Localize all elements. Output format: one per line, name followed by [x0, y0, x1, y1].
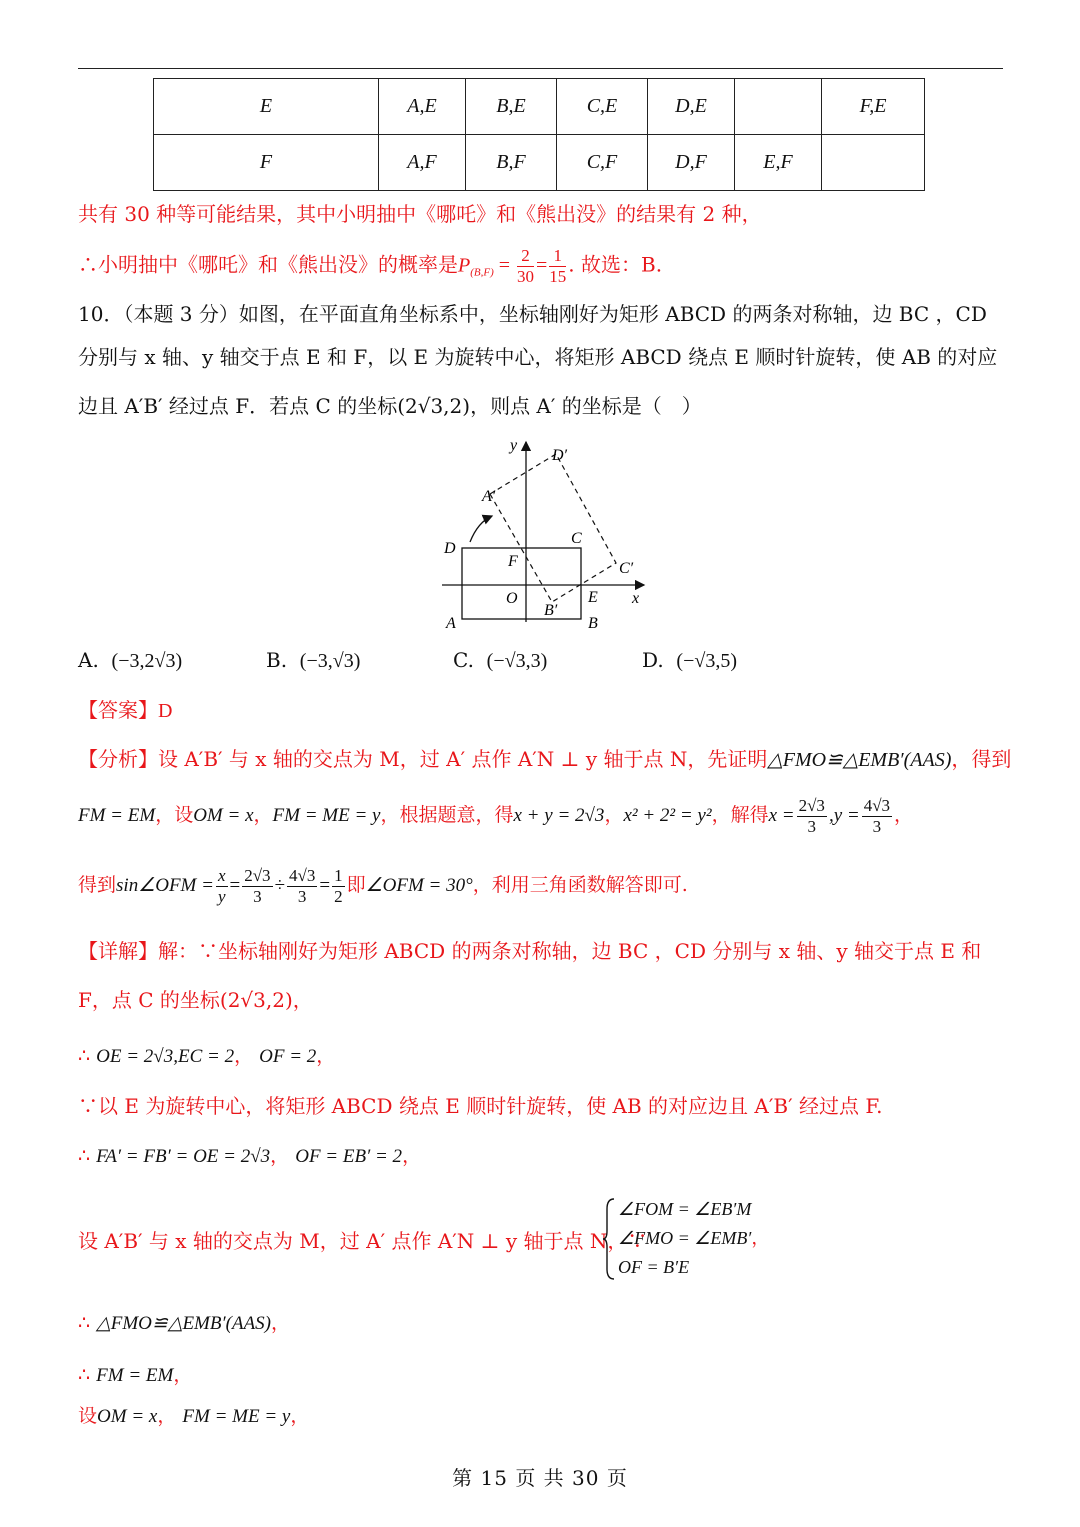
label-x: x [632, 590, 640, 607]
question-line-1: 10．（本题 3 分）如图，在平面直角坐标系中，坐标轴刚好为矩形 ABCD 的两条对称轴，边 BC ，CD [78, 302, 987, 326]
table-cell [822, 135, 925, 191]
label-d: D [444, 540, 456, 557]
table-cell: C,F [557, 135, 648, 191]
table-cell: B,F [466, 135, 557, 191]
detail-line-7: ∴ △FMO≌△EMB′(AAS)， [78, 1312, 291, 1334]
table-cell: E [154, 79, 379, 135]
table-cell: B,E [466, 79, 557, 135]
label-a-prime: A′ [482, 488, 496, 505]
result-count-line: 共有 30 种等可能结果，其中小明抽中《哪吒》和《熊出没》的结果有 2 种， [78, 202, 762, 226]
p-symbol: P [458, 254, 471, 277]
rotated-rectangle [490, 454, 616, 602]
table-cell: F [154, 135, 379, 191]
fraction: $\frac{2}{30}$ [517, 246, 535, 286]
label-f: F [508, 553, 518, 570]
question-line-3: 边且 A′B′ 经过点 F．若点 C 的坐标(2√3,2)，则点 A′ 的坐标是（ ） [78, 394, 702, 418]
fraction: $\frac{4√3}{3}$ [289, 866, 316, 906]
label-y: y [510, 437, 518, 454]
label-o: O [506, 590, 518, 607]
detail-line-8: ∴ FM = EM， [78, 1364, 193, 1386]
p-subscript: (B,F) [470, 266, 494, 279]
table-cell: A,F [379, 135, 466, 191]
option-b: B. (−3,√3) [266, 648, 361, 672]
detail-line-6: 设 A′B′ 与 x 轴的交点为 M，过 A′ 点作 A′N ⊥ y 轴于点 N，∵ [78, 1229, 648, 1253]
fraction: $\frac{1}{15}$ [549, 246, 567, 286]
fraction: $\frac{x}{y}$ [217, 866, 226, 906]
table-cell: C,E [557, 79, 648, 135]
congruence-conditions [618, 1195, 769, 1282]
option-d: D. (−√3,5) [642, 648, 737, 672]
analysis-line-2: FM = EM，设OM = x，FM = ME = y，根据题意，得x + y = 2√3，x² + 2² = y²，解得x = $\frac{2√3}{3}$ ,y = $\frac{4√3}{3}$ ， [78, 796, 914, 836]
label-d-prime: D′ [552, 447, 568, 464]
geometry-figure [420, 432, 660, 632]
page-footer: 第 15 页 共 30 页 [452, 1466, 628, 1490]
detail-line-1: 【详解】解：∵坐标轴刚好为矩形 ABCD 的两条对称轴，边 BC ，CD 分别与 x 轴、y 轴交于点 E 和 [78, 939, 982, 963]
condition-row: OF = B′E [618, 1257, 690, 1277]
table-row [154, 79, 925, 135]
rotation-arrow [470, 516, 492, 542]
fraction: $\frac{4√3}{3}$ [863, 796, 891, 836]
detail-line-5: ∴ FA′ = FB′ = OE = 2√3， OF = EB′ = 2， [78, 1145, 422, 1167]
results-table [153, 78, 925, 191]
table-row [154, 135, 925, 191]
detail-line-3: ∴ OE = 2√3,EC = 2， OF = 2， [78, 1045, 336, 1067]
label-b: B [588, 615, 598, 632]
table-cell: F,E [822, 79, 925, 135]
label-e: E [588, 589, 598, 606]
rectangle-abcd [462, 548, 581, 619]
fraction: $\frac{2√3}{3}$ [798, 796, 825, 836]
option-c: C. (−√3,3) [453, 648, 548, 672]
header-rule [78, 68, 1003, 69]
label-c-prime: C′ [619, 560, 634, 577]
detail-line-2: F，点 C 的坐标(2√3,2)， [78, 988, 313, 1012]
label-c: C [571, 530, 582, 547]
label-b-prime: B′ [544, 602, 558, 619]
choice-text: . 故选：B. [568, 252, 663, 277]
analysis-line-3: 得到sin∠OFM = $\frac{x}{y}$ = $\frac{2√3}{3}$ ÷ $\frac{4√3}{3}$ = $\frac{1}{2}$ 即∠OFM = 30°，利用三角函数解答即可. [78, 866, 688, 906]
probability-line: ∴小明抽中《哪吒》和《熊出没》的概率是$P_{(B,F)}$ = $\frac{2}{30}$ = $\frac{1}{15}$ . 故选：B. [78, 246, 663, 286]
question-line-2: 分别与 x 轴、y 轴交于点 E 和 F，以 E 为旋转中心，将矩形 ABCD 绕点 E 顺时针旋转，使 AB 的对应 [78, 345, 998, 369]
label-a: A [446, 615, 456, 632]
condition-row: ∠FOM = ∠EB′M [618, 1199, 752, 1219]
analysis-line-1: 【分析】设 A′B′ 与 x 轴的交点为 M，过 A′ 点作 A′N ⊥ y 轴于点 N，先证明△FMO≌△EMB′(AAS)，得到 [78, 747, 1012, 771]
probability-text: ∴小明抽中《哪吒》和《熊出没》的概率是 [78, 252, 458, 277]
detail-line-9: 设OM = x， FM = ME = y， [78, 1405, 310, 1427]
condition-row: ∠FMO = ∠EMB′， [618, 1228, 770, 1248]
answer-line: 【答案】D [78, 698, 173, 722]
detail-line-4: ∵以 E 为旋转中心，将矩形 ABCD 绕点 E 顺时针旋转，使 AB 的对应边且 A′B′ 经过点 F. [78, 1094, 883, 1118]
table-cell: D,E [648, 79, 735, 135]
fraction: $\frac{1}{2}$ [334, 866, 343, 906]
fraction: $\frac{2√3}{3}$ [244, 866, 271, 906]
table-cell: D,F [648, 135, 735, 191]
table-cell: A,E [379, 79, 466, 135]
option-a: A. (−3,2√3) [78, 648, 183, 672]
brace-icon [602, 1197, 616, 1281]
table-cell [735, 79, 822, 135]
table-cell: E,F [735, 135, 822, 191]
